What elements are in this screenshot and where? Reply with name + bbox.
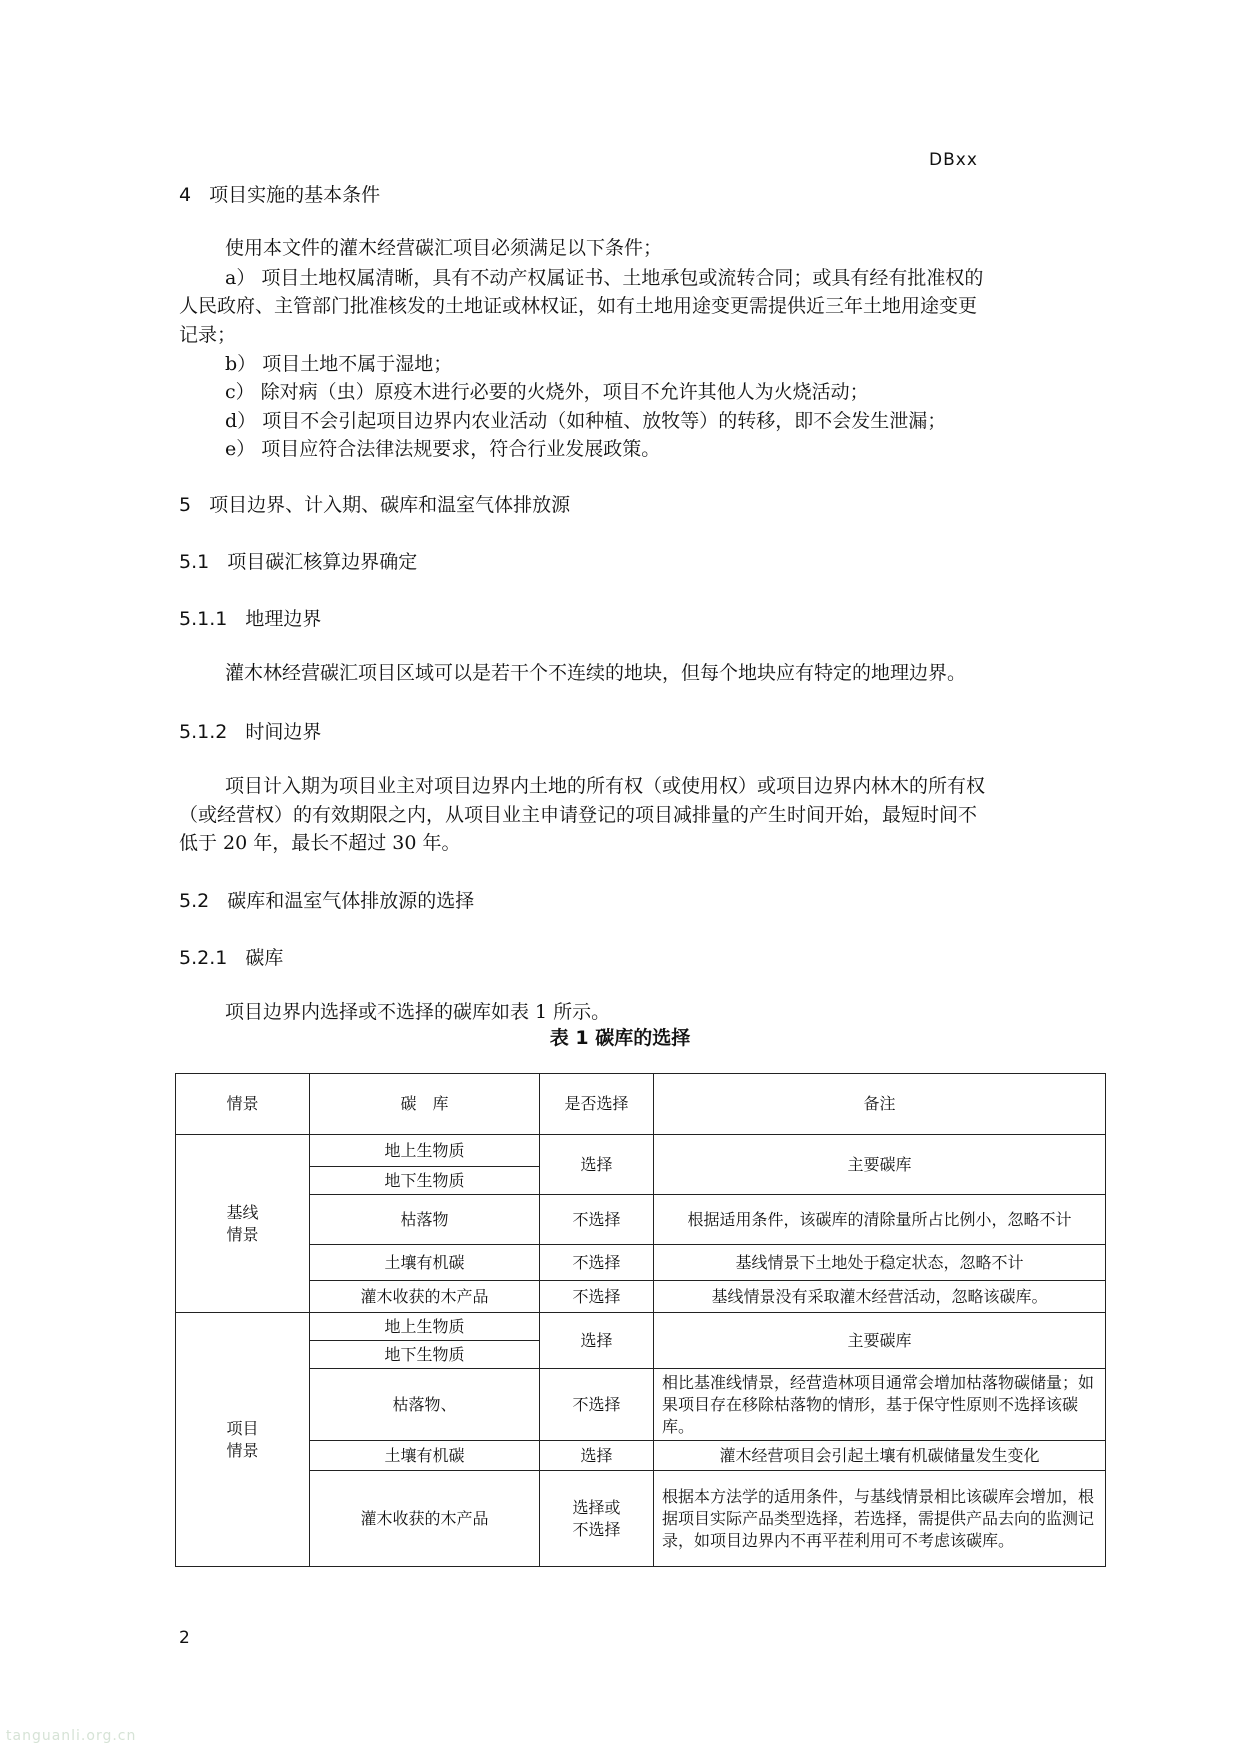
- section-title: 碳库和温室气体排放源的选择: [227, 890, 475, 912]
- section-5-1-2-line3: 低于 20 年，最长不超过 30 年。: [179, 832, 461, 854]
- pool-cell: 土壤有机碳: [310, 1441, 540, 1471]
- condition-e: e） 项目应符合法律法规要求，符合行业发展政策。: [225, 438, 661, 460]
- pool-cell: 土壤有机碳: [310, 1245, 540, 1281]
- section-title: 项目边界、计入期、碳库和温室气体排放源: [209, 494, 571, 516]
- condition-a-line1: a） 项目土地权属清晰，具有不动产权属证书、土地承包或流转合同；或具有经有批准权的: [225, 267, 984, 289]
- table-row: [176, 1471, 1106, 1567]
- pool-cell: 灌木收获的木产品: [310, 1471, 540, 1567]
- carbon-pool-table: [175, 1073, 1106, 1567]
- section-4-heading: [179, 180, 380, 207]
- table-row: [176, 1135, 1106, 1167]
- document-code: DBxx: [929, 150, 978, 170]
- condition-b: b） 项目土地不属于湿地；: [225, 353, 453, 375]
- section-title: 项目碳汇核算边界确定: [227, 551, 418, 573]
- condition-a-line3: 记录；: [179, 324, 237, 346]
- table-row: [176, 1195, 1106, 1245]
- pool-cell: 地上生物质: [310, 1313, 540, 1341]
- section-number: 5.1.1: [179, 608, 228, 630]
- pool-cell: 地下生物质: [310, 1167, 540, 1195]
- section-number: 5.1.2: [179, 721, 228, 743]
- note-cell: 根据本方法学的适用条件，与基线情景相比该碳库会增加，根据项目实际产品类型选择，若选择，需提供产品去向的监测记录，如项目边界内不再平茬利用可不考虑该碳库。: [654, 1471, 1106, 1567]
- condition-a-line2: 人民政府、主管部门批准核发的土地证或林权证，如有土地用途变更需提供近三年土地用途变更: [179, 295, 978, 317]
- section-title: 地理边界: [245, 608, 322, 630]
- section-5-1-2-line1: 项目计入期为项目业主对项目边界内土地的所有权（或使用权）或项目边界内林木的所有权: [225, 775, 986, 797]
- section-title: 时间边界: [245, 721, 322, 743]
- table-row: [176, 1441, 1106, 1471]
- section-5-2-1-heading: [179, 943, 283, 970]
- table-header-row: [176, 1074, 1106, 1135]
- note-cell: 相比基准线情景，经营造林项目通常会增加枯落物碳储量；如果项目存在移除枯落物的情形，基于保守性原则不选择该碳库。: [654, 1369, 1106, 1441]
- section-number: 5.1: [179, 551, 210, 573]
- header-scenario: 情景: [176, 1074, 310, 1135]
- select-cell: 不选择: [540, 1245, 654, 1281]
- header-carbon-pool: 碳 库: [310, 1074, 540, 1135]
- header-remark: 备注: [654, 1074, 1106, 1135]
- scenario-cell-baseline: 基线 情景: [176, 1135, 310, 1313]
- pool-cell: 地上生物质: [310, 1135, 540, 1167]
- note-cell: 主要碳库: [654, 1135, 1106, 1195]
- note-cell: 基线情景没有采取灌木经营活动，忽略该碳库。: [654, 1281, 1106, 1313]
- pool-cell: 地下生物质: [310, 1341, 540, 1369]
- section-title: 碳库: [245, 947, 284, 969]
- section-4-intro: 使用本文件的灌木经营碳汇项目必须满足以下条件；: [225, 237, 663, 259]
- section-number: 5.2.1: [179, 947, 228, 969]
- condition-d: d） 项目不会引起项目边界内农业活动（如种植、放牧等）的转移，即不会发生泄漏；: [225, 410, 947, 432]
- table-row: [176, 1281, 1106, 1313]
- table-caption: 表 1 碳库的选择: [549, 1027, 691, 1049]
- section-number: 4: [179, 184, 192, 206]
- table-row: [176, 1245, 1106, 1281]
- section-5-1-1-text: 灌木林经营碳汇项目区域可以是若干个不连续的地块，但每个地块应有特定的地理边界。: [225, 662, 967, 684]
- section-5-2-1-text: 项目边界内选择或不选择的碳库如表 1 所示。: [225, 1001, 611, 1023]
- watermark: tanguanli.org.cn: [6, 1728, 137, 1744]
- note-cell: 主要碳库: [654, 1313, 1106, 1369]
- note-cell: 基线情景下土地处于稳定状态，忽略不计: [654, 1245, 1106, 1281]
- scenario-cell-project: 项目 情景: [176, 1313, 310, 1567]
- section-5-heading: [179, 490, 570, 517]
- select-cell: 选择: [540, 1135, 654, 1195]
- section-number: 5: [179, 494, 192, 516]
- select-cell: 不选择: [540, 1281, 654, 1313]
- select-cell: 不选择: [540, 1369, 654, 1441]
- table-row: [176, 1369, 1106, 1441]
- section-5-2-heading: [179, 886, 474, 913]
- page-number: 2: [179, 1628, 190, 1648]
- condition-c: c） 除对病（虫）原疫木进行必要的火烧外，项目不允许其他人为火烧活动；: [225, 381, 869, 403]
- section-5-1-1-heading: [179, 604, 321, 631]
- pool-cell: 枯落物、: [310, 1369, 540, 1441]
- select-cell: 不选择: [540, 1195, 654, 1245]
- pool-cell: 枯落物: [310, 1195, 540, 1245]
- section-5-1-2-line2: （或经营权）的有效期限之内，从项目业主申请登记的项目减排量的产生时间开始，最短时间不: [179, 804, 978, 826]
- section-5-1-heading: [179, 547, 417, 574]
- section-number: 5.2: [179, 890, 210, 912]
- select-cell: 选择: [540, 1313, 654, 1369]
- select-cell: 选择: [540, 1441, 654, 1471]
- section-5-1-2-heading: [179, 717, 321, 744]
- select-cell: 选择或 不选择: [540, 1471, 654, 1567]
- table-row: [176, 1313, 1106, 1341]
- pool-cell: 灌木收获的木产品: [310, 1281, 540, 1313]
- header-selected: 是否选择: [540, 1074, 654, 1135]
- note-cell: 灌木经营项目会引起土壤有机碳储量发生变化: [654, 1441, 1106, 1471]
- section-title: 项目实施的基本条件: [209, 184, 381, 206]
- note-cell: 根据适用条件，该碳库的清除量所占比例小，忽略不计: [654, 1195, 1106, 1245]
